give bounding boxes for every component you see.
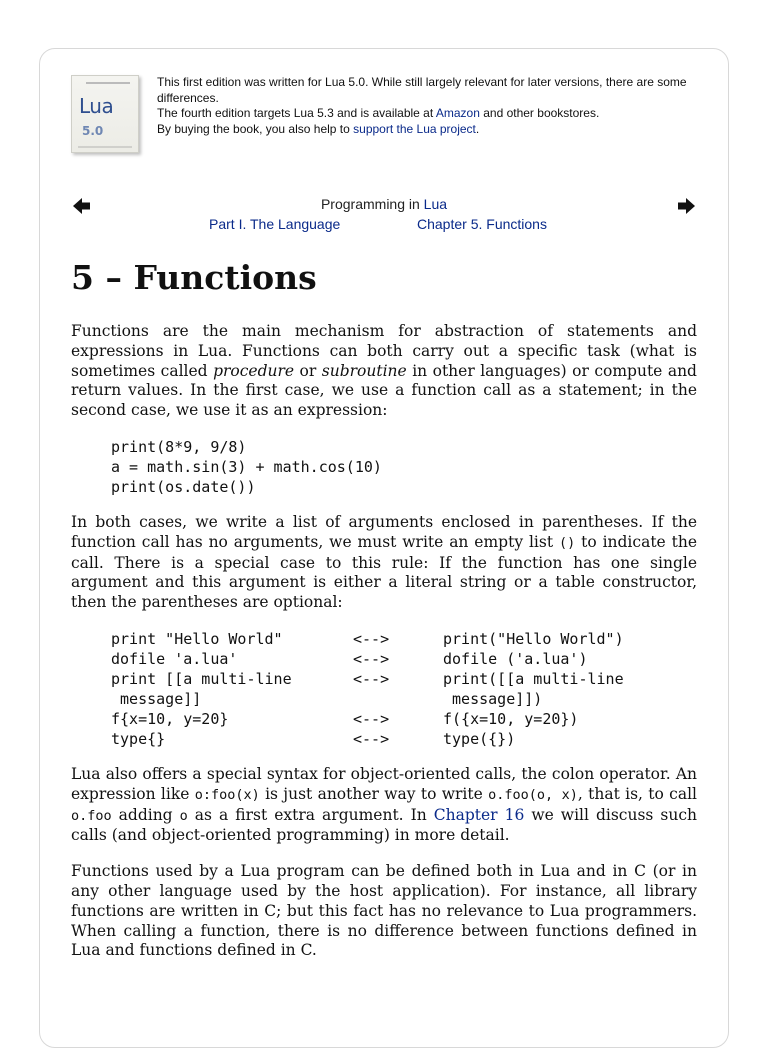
code-full-form: f({x=10, y=20}) (443, 709, 579, 728)
paragraph-intro: Functions are the main mechanism for abstraction of statements and expressions in Lua. Functions can both carry out a specific task (what is sometimes called procedure or subroutine in other languages) or compute and return values. In the first case, we use a function call as a statement; in the second case, we use it as an expression: (71, 322, 697, 420)
banner-line-support: By buying the book, you also help to support the Lua project. (157, 121, 480, 136)
book-cover-image[interactable] (71, 75, 139, 153)
banner-text (157, 75, 717, 137)
code-short-form: dofile 'a.lua' (111, 649, 238, 668)
equivalence-row (111, 729, 624, 749)
equivalence-row (111, 669, 624, 709)
code-short-form: print [[a multi-line message]] (111, 669, 292, 708)
banner-line-edition: This first edition was written for Lua 5.0. While still largely relevant for later versions, there are some differences. (157, 75, 687, 105)
chapter-navigation (71, 194, 697, 236)
equivalence-marker: <--> (353, 629, 390, 648)
paragraph-arguments: In both cases, we write a list of arguments enclosed in parentheses. If the function call has no arguments, we must write an empty list () to indicate the call. There is a special case to this rule: If the function has one single argument and this argument is either a literal string or a table constructor, then the parentheses are optional: (71, 512, 697, 612)
paragraph-colon-operator: Lua also offers a special syntax for object-oriented calls, the colon operator. An expression like o:foo(x) is just another way to write o.foo(o, x), that is, to call o.foo adding o as a first extra argument. In Chapter 16 we will discuss such calls (and object-oriented programming) in more detail. (71, 764, 697, 845)
arrow-right-icon[interactable] (677, 197, 695, 215)
code-full-form: print("Hello World") (443, 629, 624, 648)
equivalence-marker: <--> (353, 649, 390, 668)
page-title: 5 – Functions (71, 258, 317, 297)
equivalence-row (111, 629, 624, 649)
chapter-link[interactable]: Chapter 5. Functions (417, 216, 547, 232)
code-full-form: dofile ('a.lua') (443, 649, 588, 668)
equivalence-row (111, 709, 624, 729)
support-lua-link[interactable]: support the Lua project (353, 121, 476, 136)
code-short-form: print "Hello World" (111, 629, 283, 648)
part-link[interactable]: Part I. The Language (209, 216, 341, 232)
code-example-calls: print(8*9, 9/8) a = math.sin(3) + math.cos(10) print(os.date()) (111, 437, 382, 496)
equivalence-marker: <--> (353, 729, 390, 748)
amazon-link[interactable]: Amazon (435, 106, 480, 120)
code-short-form: type{} (111, 729, 166, 748)
chapter-16-link[interactable]: Chapter 16 (433, 805, 525, 824)
cover-edition: 5.0 (82, 124, 104, 138)
banner-line-fourth-edition: The fourth edition targets Lua 5.3 and is available at Amazon and other bookstores. (157, 106, 600, 120)
equivalence-marker: <--> (353, 669, 390, 688)
code-full-form: type({}) (443, 729, 516, 748)
equivalence-marker: <--> (353, 709, 390, 728)
paragraph-c-functions: Functions used by a Lua program can be defined both in Lua and in C (or in any other language used by the host application). For instance, all library functions are written in C; but this fact has no relevance to Lua programmers. When calling a function, there is no difference between functions defined in Lua and functions defined in C. (71, 862, 697, 960)
code-short-form: f{x=10, y=20} (111, 709, 229, 728)
cover-title: Lua (79, 94, 114, 118)
lua-home-link[interactable]: Lua (423, 196, 448, 212)
equivalence-table (111, 629, 624, 749)
code-full-form: print([[a multi-line message]]) (443, 669, 624, 708)
equivalence-row (111, 649, 624, 669)
book-title: Programming in Lua (320, 196, 448, 212)
main-content (71, 322, 697, 977)
